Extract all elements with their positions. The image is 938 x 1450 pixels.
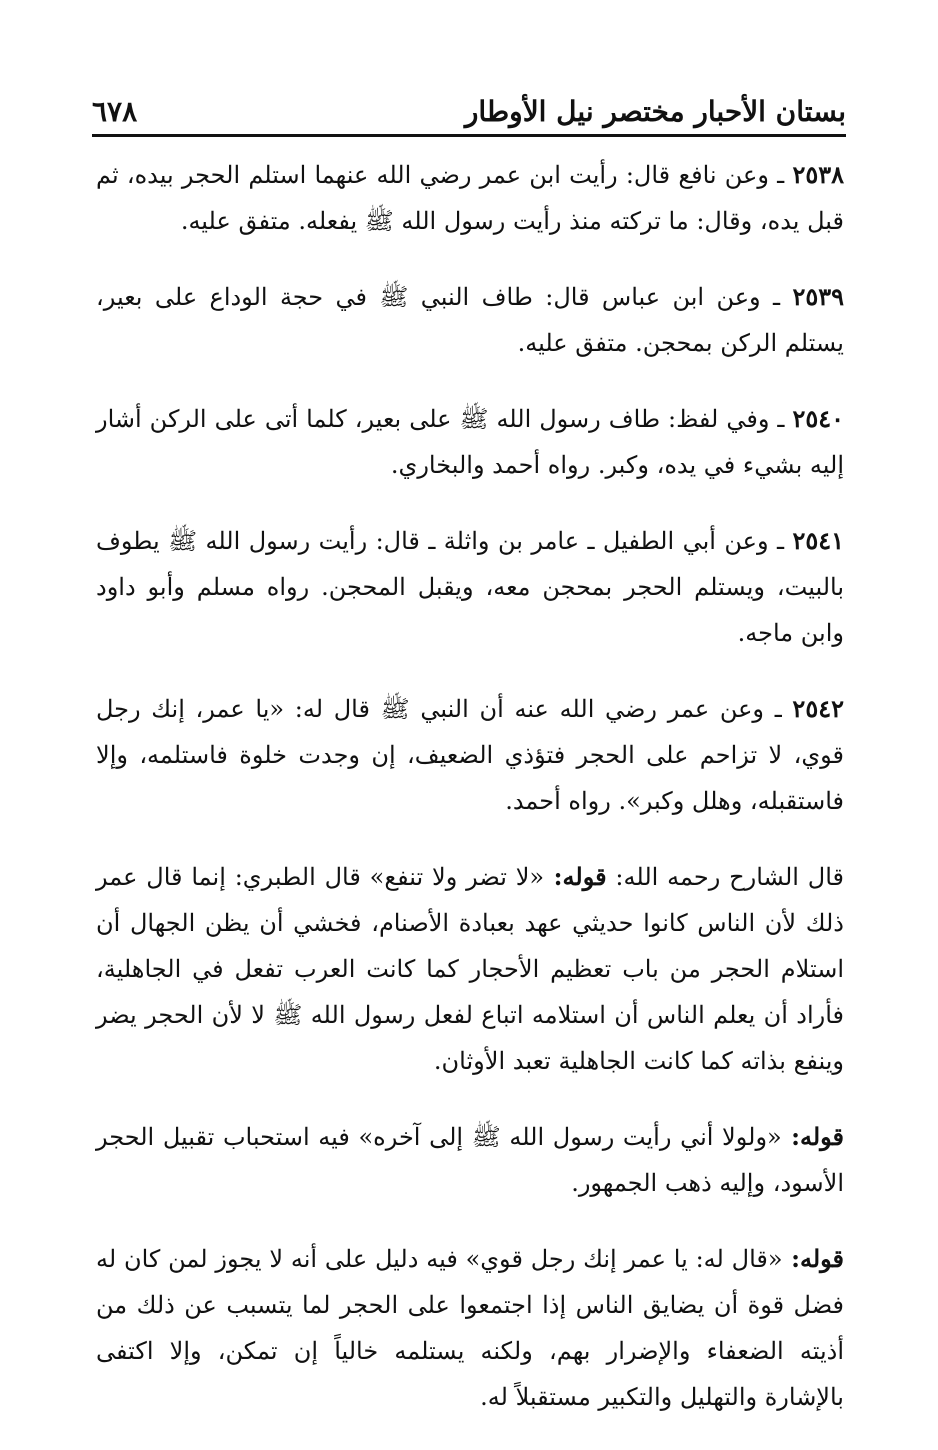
commentary-paragraph	[96, 1114, 844, 1206]
hadith-text: ـ وعن أبي الطفيل ـ عامر بن واثلة ـ قال: رأيت رسول الله ﷺ يطوف بالبيت، ويستلم الحجر بمحجن معه، ويقبل المحجن. رواه مسلم وأبو داود وابن ماجه.	[96, 527, 844, 647]
running-title: بستان الأحبار مختصر نيل الأوطار	[464, 95, 846, 128]
hadith-text: ـ وعن نافع قال: رأيت ابن عمر رضي الله عنهما استلم الحجر بيده، ثم قبل يده، وقال: ما تركته منذ رأيت رسول الله ﷺ يفعله. متفق عليه.	[96, 161, 844, 235]
hadith-paragraph	[96, 152, 844, 244]
hadith-text: ـ وعن ابن عباس قال: طاف النبي ﷺ في حجة الوداع على بعير، يستلم الركن بمحجن. متفق عليه.	[96, 283, 844, 357]
hadith-paragraph	[96, 274, 844, 366]
commentary-intro: قال الشارح رحمه الله:	[606, 863, 845, 891]
page-header	[92, 84, 846, 128]
page-body	[96, 152, 844, 1450]
hadith-text: ـ وعن عمر رضي الله عنه أن النبي ﷺ قال له: «يا عمر، إنك رجل قوي، لا تزاحم على الحجر فتؤذي الضعيف، إن وجدت خلوة فاستلمه، وإلا فاستقبله، وهلل وكبر». رواه أحمد.	[96, 695, 844, 815]
hadith-paragraph	[96, 396, 844, 488]
commentary-text: «لا تضر ولا تنفع» قال الطبري: إنما قال عمر ذلك لأن الناس كانوا حديثي عهد بعبادة الأصنام، فخشي أن يظن الجهال أن استلام الحجر من باب تعظيم الأحجار كما كانت العرب تفعل في الجاهلية، فأراد أن يعلم الناس أن استلامه اتباع لفعل رسول الله ﷺ لا لأن الحجر يضر وينفع بذاته كما كانت الجاهلية تعبد الأوثان.	[96, 863, 844, 1075]
commentary-paragraph	[96, 1236, 844, 1420]
hadith-number: ٢٥٤٠	[792, 404, 844, 433]
hadith-paragraph	[96, 686, 844, 824]
hadith-paragraph	[96, 518, 844, 656]
header-rule	[92, 134, 846, 137]
hadith-text: ـ وفي لفظ: طاف رسول الله ﷺ على بعير، كلما أتى على الركن أشار إليه بشيء في يده، وكبر. رواه أحمد والبخاري.	[96, 405, 844, 479]
page-number: ٦٧٨	[92, 95, 138, 128]
hadith-number: ٢٥٤١	[792, 526, 844, 555]
commentary-text: «قال له: يا عمر إنك رجل قوي» فيه دليل على أنه لا يجوز لمن كان له فضل قوة أن يضايق الناس إذا اجتمعوا على الحجر لما يتسبب عن ذلك من أذيته الضعفاء والإضرار بهم، ولكنه يستلمه خالياً إن تمكن، وإلا اكتفى بالإشارة والتهليل والتكبير مستقبلاً له.	[96, 1245, 844, 1411]
commentary-text: «ولولا أني رأيت رسول الله ﷺ إلى آخره» فيه استحباب تقبيل الحجر الأسود، وإليه ذهب الجمهور.	[96, 1123, 844, 1197]
commentary-paragraph	[96, 854, 844, 1084]
commentary-lead: قوله:	[781, 1122, 845, 1151]
commentary-lead: قوله:	[544, 862, 607, 891]
hadith-number: ٢٥٣٩	[792, 282, 845, 311]
commentary-lead: قوله:	[782, 1244, 845, 1273]
hadith-number: ٢٥٣٨	[792, 160, 844, 189]
hadith-number: ٢٥٤٢	[792, 694, 844, 723]
